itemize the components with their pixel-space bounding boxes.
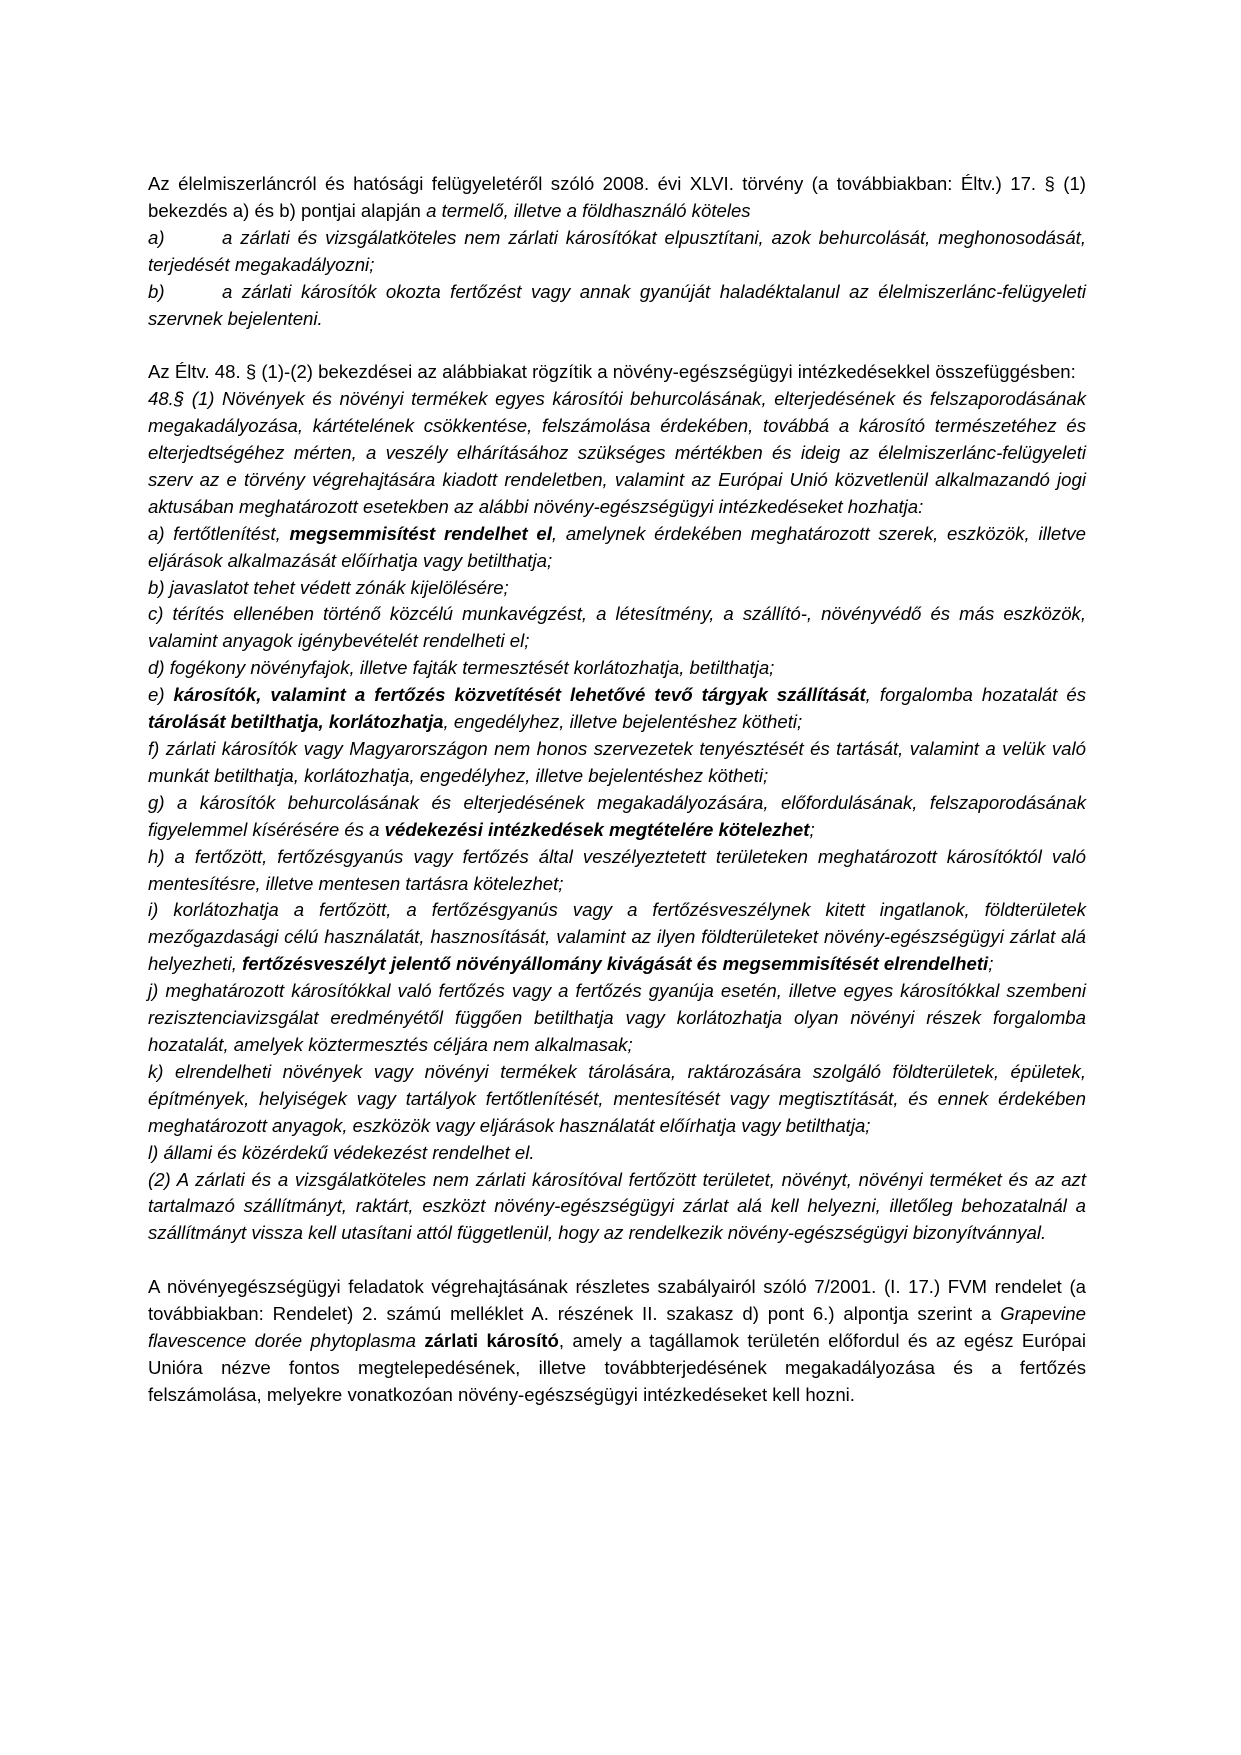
point-text: , amelynek érdekében meghatározott szerek, eszközök, illetve eljárások alkalmazását előírhatja vagy betilthatja; — [148, 522, 1086, 571]
point-bold-text: károsítók, valamint a fertőzés közvetítését lehetővé tevő tárgyak szállítását — [173, 684, 866, 706]
point-text: ; — [809, 818, 815, 840]
point-l: l) állami és közérdekű védekezést rendelhet el. — [148, 1141, 535, 1163]
body-text: A növényegészségügyi feladatok végrehajtásának részletes szabályairól szóló 7/2001. (I. 17.) FVM rendelet (a továbbiakban: Rendelet) 2. számú melléklet A. részének II. szakasz d) pont 6.) alpontja szerint a — [148, 1276, 1086, 1325]
paragraph-body — [148, 1274, 1086, 1409]
point-a — [148, 521, 1086, 575]
point-text: i) korlátozhatja a fertőzött, a fertőzésgyanús vagy a fertőzésveszélynek kitett ingatlanok, földterületek mezőgazdasági célú használatát, hasznosítását, valamint az ilyen földterületeket növény-egészségügyi zárlat alá helyezheti, — [148, 899, 1086, 975]
list-label: b) — [148, 280, 165, 302]
intro-italic-text: a termelő, illetve a földhasználó köteles — [426, 199, 751, 221]
paragraph-fvm-rendelet — [148, 1274, 1086, 1409]
point-text: , forgalomba hozatalát és — [865, 684, 1086, 706]
point-bold-text: tárolását betilthatja, korlátozhatja — [148, 711, 444, 733]
point-i — [148, 897, 1086, 978]
point-bold-text: fertőzésveszélyt jelentő növényállomány kivágását és megsemmisítését elrendelheti — [242, 953, 989, 975]
list-item-b — [148, 279, 1086, 333]
intro-text: Az élelmiszerláncról és hatósági felügyeletéről szóló 2008. évi XLVI. törvény (a továbbiakban: Éltv.) 17. § (1) bekezdés a) és b) pontjai alapján — [148, 173, 1086, 221]
quarantine-pest-label: zárlati károsító — [424, 1329, 559, 1351]
paragraph-intro — [148, 171, 1086, 225]
paragraph-intro: Az Éltv. 48. § (1)-(2) bekezdései az alábbiakat rögzítik a növény-egészségügyi intézkedésekkel összefüggésben: — [148, 361, 1076, 383]
body-text: , amely a tagállamok területén előfordul és az egész Európai Unióra nézve fontos megtelepedésének, illetve továbbterjedésének megakadályozása és a fertőzés felszámolása, melyekre vonatkozóan növény-egészségügyi intézkedéseket kell hozni. — [148, 1329, 1086, 1405]
point-d: d) fogékony növényfajok, illetve fajták termesztését korlátozhatja, betilthatja; — [148, 657, 775, 679]
point-text: e) — [148, 684, 174, 706]
list-item-a — [148, 225, 1086, 279]
point-b: b) javaslatot tehet védett zónák kijelölésére; — [148, 576, 509, 598]
document-page — [148, 171, 1086, 1409]
point-bold-text: megsemmisítést rendelhet el — [289, 522, 552, 544]
point-h: h) a fertőzött, fertőzésgyanús vagy fertőzés által veszélyeztetett területeken meghatározott károsítóktól való mentesítésre, illetve mentesen tartásra kötelezhet; — [148, 845, 1086, 894]
point-g — [148, 790, 1086, 844]
point-k: k) elrendelheti növények vagy növényi termékek tárolására, raktározására szolgáló földterületek, épületek, építmények, helyiségek vagy tartályok fertőtlenítését, mentesítését vagy megtisztítását, és ennek érdekében meghatározott anyagok, eszközök vagy eljárások használatát előírhatja vagy betilthatja; — [148, 1060, 1086, 1136]
paragraph-eltv-48 — [148, 359, 1086, 1247]
list-text: a zárlati és vizsgálatköteles nem zárlati károsítókat elpusztítani, azok behurcolását, meghonosodását, terjedését megakadályozni; — [148, 226, 1086, 275]
point-text: g) a károsítók behurcolásának és elterjedésének megakadályozására, előfordulásának, felszaporodásának figyelemmel kísérésére és a — [148, 791, 1086, 840]
list-label: a) — [148, 226, 165, 248]
point-c: c) térítés ellenében történő közcélú munkavégzést, a létesítmény, a szállító-, növényvédő és más eszközök, valamint anyagok igénybevételét rendelheti el; — [148, 603, 1086, 652]
point-bold-text: védekezési intézkedések megtételére kötelezhet — [384, 818, 810, 840]
list-text: a zárlati károsítók okozta fertőzést vagy annak gyanúját haladéktalanul az élelmiszerlánc-felügyeleti szervnek bejelenteni. — [148, 280, 1086, 329]
section-48-2: (2) A zárlati és a vizsgálatköteles nem zárlati károsítóval fertőzött területet, növényt, növényi terméket és az azt tartalmazó szállítmányt, raktárt, eszközt növény-egészségügyi zárlat alá kell helyezni, illetőleg behozatalnál a szállítmányt vissza kell utasítani attól függetlenül, hogy az rendelkezik növény-egészségügyi bizonyítvánnyal. — [148, 1168, 1086, 1244]
point-f: f) zárlati károsítók vagy Magyarországon nem honos szervezetek tenyésztését és tartását, valamint a velük való munkát betilthatja, korlátozhatja, engedélyhez, illetve bejelentéshez kötheti; — [148, 738, 1086, 786]
point-e — [148, 682, 1086, 736]
point-j: j) meghatározott károsítókkal való fertőzés vagy a fertőzés gyanúja esetén, illetve egyes károsítókkal szembeni rezisztenciavizsgálat eredményétől függően betilthatja vagy korlátozhatja olyan növényi részek forgalomba hozatalát, amelyek köztermesztés céljára nem alkalmasak; — [148, 980, 1086, 1055]
paragraph-eltv-17 — [148, 171, 1086, 332]
section-48-1: 48.§ (1) Növények és növényi termékek egyes károsítói behurcolásának, elterjedésének és felszaporodásának megakadályozása, kártételének csökkentése, felszámolása érdekében, továbbá a károsító természetéhez és elterjedtségéhez mérten, a veszély elhárításához szükséges mértékben és ideig az élelmiszerlánc-felügyeleti szerv az e törvény végrehajtására kiadott rendeletben, valamint az Európai Unió közvetlenül alkalmazandó jogi aktusában meghatározott esetekben az alábbi növény-egészségügyi intézkedéseket hozhatja: — [148, 388, 1086, 517]
point-text: , engedélyhez, illetve bejelentéshez kötheti; — [443, 711, 803, 733]
point-text: ; — [988, 953, 994, 975]
species-name: Grapevine flavescence dorée phytoplasma — [148, 1303, 1086, 1351]
point-text: a) fertőtlenítést, — [148, 522, 290, 544]
